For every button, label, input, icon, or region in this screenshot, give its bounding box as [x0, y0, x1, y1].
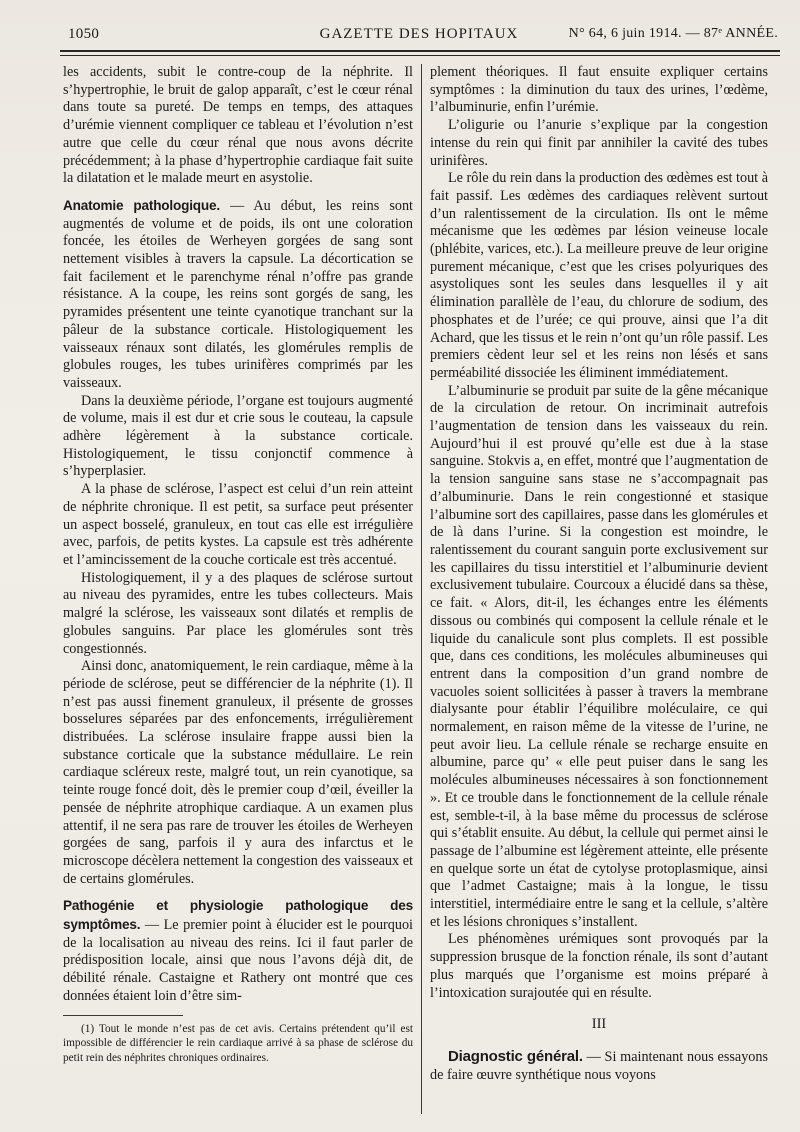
- paragraph: plement théoriques. Il faut ensuite expliquer certains symptômes : la diminution du taux des urines, l’œdème, l’albuminurie, enfin l’urémie.: [430, 64, 768, 116]
- section-heading-pathogenie: Pathogénie et physiologie pathologique des symptômes.: [63, 898, 413, 933]
- journal-title: GAZETTE DES HOPITAUX: [319, 26, 519, 42]
- section-heading-anatomie: Anatomie pathologique.: [63, 197, 220, 213]
- header-rule-thick: [60, 50, 780, 52]
- right-column: [430, 64, 768, 1084]
- issue-date: N° 64, 6 juin 1914. — 87ᵉ ANNÉE.: [568, 26, 778, 41]
- paragraph: Anatomie pathologique. — Au début, les reins sont augmentés de volume et de poids, ils ont une coloration foncée, les étoiles de Werheyen gorgées de sang sont nettement visibles à travers la capsule. La décortication se fait facilement et le parenchyme rénal n’offre pas grande résistance. A la coupe, les reins sont gorgés de sang, les pyramides présentent une teinte cyanotique tranchant sur la pâleur de la substance corticale. Histologiquement les vaisseaux rénaux sont dilatés, les glomérules remplis de globules rouges, les tubes urinifères comprimés par les vaisseaux.: [63, 197, 413, 391]
- section-heading-diagnostic: Diagnostic général.: [448, 1047, 583, 1065]
- page-header: [60, 26, 778, 46]
- header-rule-thin: [60, 55, 780, 56]
- paragraph: A la phase de sclérose, l’aspect est celui d’un rein atteint de néphrite chronique. Il est petit, sa surface peut présenter un aspect bosselé, granuleux, en tout cas elle est irrégulière avec, parfois, de petits kystes. La capsule est très adhérente et l’amincissement de la couche corticale est très accentué.: [63, 481, 413, 568]
- section-numeral: III: [591, 1016, 607, 1033]
- paragraph: Pathogénie et physiologie pathologique des symptômes. — Le premier point à élucider est le pourquoi de la localisation au niveau des reins. Ici il faut parler de prédisposition locale, ainsi que nous l’avons déjà dit, de débilité rénale. Castaigne et Rathery ont montré que ces données étaient loin d’être sim-: [63, 898, 413, 1004]
- footnote-rule: [63, 1015, 183, 1016]
- paragraph: Le rôle du rein dans la production des œdèmes est tout à fait passif. Les œdèmes des cardiaques relèvent surtout d’un ralentissement de la circulation. Ils ont le même mécanisme que les œdèmes par lésion veineuse locale (phlébite, varices, etc.). La meilleure preuve de leur origine purement mécanique, c’est que les crises polyuriques des asystoliques sont les seules dans lesquelles il y ait élimination parallèle de l’eau, du chlorure de sodium, des phosphates et de l’urée; ce qui prouve, ainsi que l’a dit Achard, que les tissus et le rein n’ont qu’un rôle passif. Les premiers cèdent leur sel et les reins non lésés et sans perméabilité dissociée les éliminent immédiatement.: [430, 170, 768, 381]
- paragraph: Ainsi donc, anatomiquement, le rein cardiaque, même à la période de sclérose, peut se différencier de la néphrite (1). Il n’est pas aussi finement granuleux, il présente de grosses bosselures séparées par des enfoncements, irrégulièrement distribuées. La sclérose insulaire frappe aussi bien la substance corticale que la substance médullaire. Le rein cardiaque scléreux reste, malgré tout, un rein cyanotique, sa teinte rouge foncé doit, dès le premier coup d’œil, éveiller la pensée de néphrite atrophique cardiaque. A un examen plus attentif, il ne sera pas rare de trouver les étoiles de Werheyen gorgées de sang, parfois il y aura des infarctus et le microscope décèlera nettement la congestion des vaisseaux et de certains glomérules.: [63, 658, 413, 887]
- column-separator: [421, 64, 422, 1114]
- paragraph: Diagnostic général. — Si maintenant nous essayons de faire œuvre synthétique nous voyons: [430, 1047, 769, 1083]
- paragraph: L’albuminurie se produit par suite de la gêne mécanique de la circulation de retour. On incriminait autrefois l’augmentation de tension dans les vaisseaux du rein. Aujourd’hui il est prouvé qu’elle est due à la stase sanguine. Stokvis a, en effet, montré que l’augmentation de la tension sanguine sans stase ne s’accompagnait pas d’albuminurie. Dans le rein congestionné et stasique l’albumine sort des capillaires, passe dans les glomérules et de là dans l’urine. Si la congestion est moindre, le ralentissement du courant sanguin porte exclusivement sur les capillaires du tissu interstitiel et l’albuminurie devient exclusivement tubulaire. Courcoux a élucidé dans sa thèse, ce fait. « Alors, dit-il, les échanges entre les éléments dissous ou combinés qui composent la cellule rénale et le liquide du canalicule sont plus complets. Il est possible que, dans ces conditions, les molécules albumineuses qui entrent dans la composition d’un grand nombre de vacuoles soient sollicitées à passer à travers la membrane dialysante pour établir l’équilibre moléculaire, ce qui normalement, en raison même de la vitesse de l’urine, ne peut avoir lieu. La cellule rénale se recharge ensuite en albumine, parce qu’ « elle peut puiser dans le sang les molécules albumineuses nécessaires à son fonctionnement ». Et ce trouble dans le fonctionnement de la cellule rénale est, semble-t-il, à la base même du processus de sclérose qui s’établit ensuite. Au début, la cellule qui permet ainsi le passage de l’albumine est légèrement atteinte, elle présente en quelque sorte un état de cytolyse protoplasmique, ainsi que l’admet Castaigne; mais à la longue, le tissu interstitiel, intermédiaire entre le sang et la cellule, s’altère et les lésions chroniques s’installent.: [430, 382, 768, 930]
- paragraph: L’oligurie ou l’anurie s’explique par la congestion intense du rein qui finit par annihiler la cavité des tubes urinifères.: [430, 117, 768, 169]
- left-column: [63, 64, 413, 1065]
- paragraph: les accidents, subit le contre-coup de la néphrite. Il s’hypertrophie, le bruit de galop apparaît, c’est le cœur rénal dans toute sa pureté. De temps en temps, des attaques d’urémie viennent compliquer ce tableau et l’évolution n’est autre que celle du cœur rénal que nous avons décrite précédemment; à la phase d’hypertrophie cardiaque fait suite la dilatation et le malade meurt en asystolie.: [63, 64, 413, 187]
- footnote: (1) Tout le monde n’est pas de cet avis. Certains prétendent qu’il est impossible de différencier le rein cardiaque arrivé à sa phase de sclérose du petit rein des néphrites chroniques ordinaires.: [63, 1022, 413, 1064]
- paragraph: Les phénomènes urémiques sont provoqués par la suppression brusque de la fonction rénale, ils sont d’autant plus marqués que l’organisme est moins préparé à l’intoxication surajoutée qui en résulte.: [430, 931, 768, 1001]
- page-number: 1050: [68, 26, 100, 42]
- paragraph: Histologiquement, il y a des plaques de sclérose surtout au niveau des pyramides, entre les tubes collecteurs. Mais malgré la sclérose, les vaisseaux sont dilatés et remplis de globules sanguins. Par place les glomérules sont très congestionnés.: [63, 569, 413, 657]
- paragraph: Dans la deuxième période, l’organe est toujours augmenté de volume, mais il est dur et crie sous le couteau, la capsule adhère légèrement à la substance corticale. Histologiquement, le tissu conjonctif commence à s’hyperplasier.: [63, 392, 413, 480]
